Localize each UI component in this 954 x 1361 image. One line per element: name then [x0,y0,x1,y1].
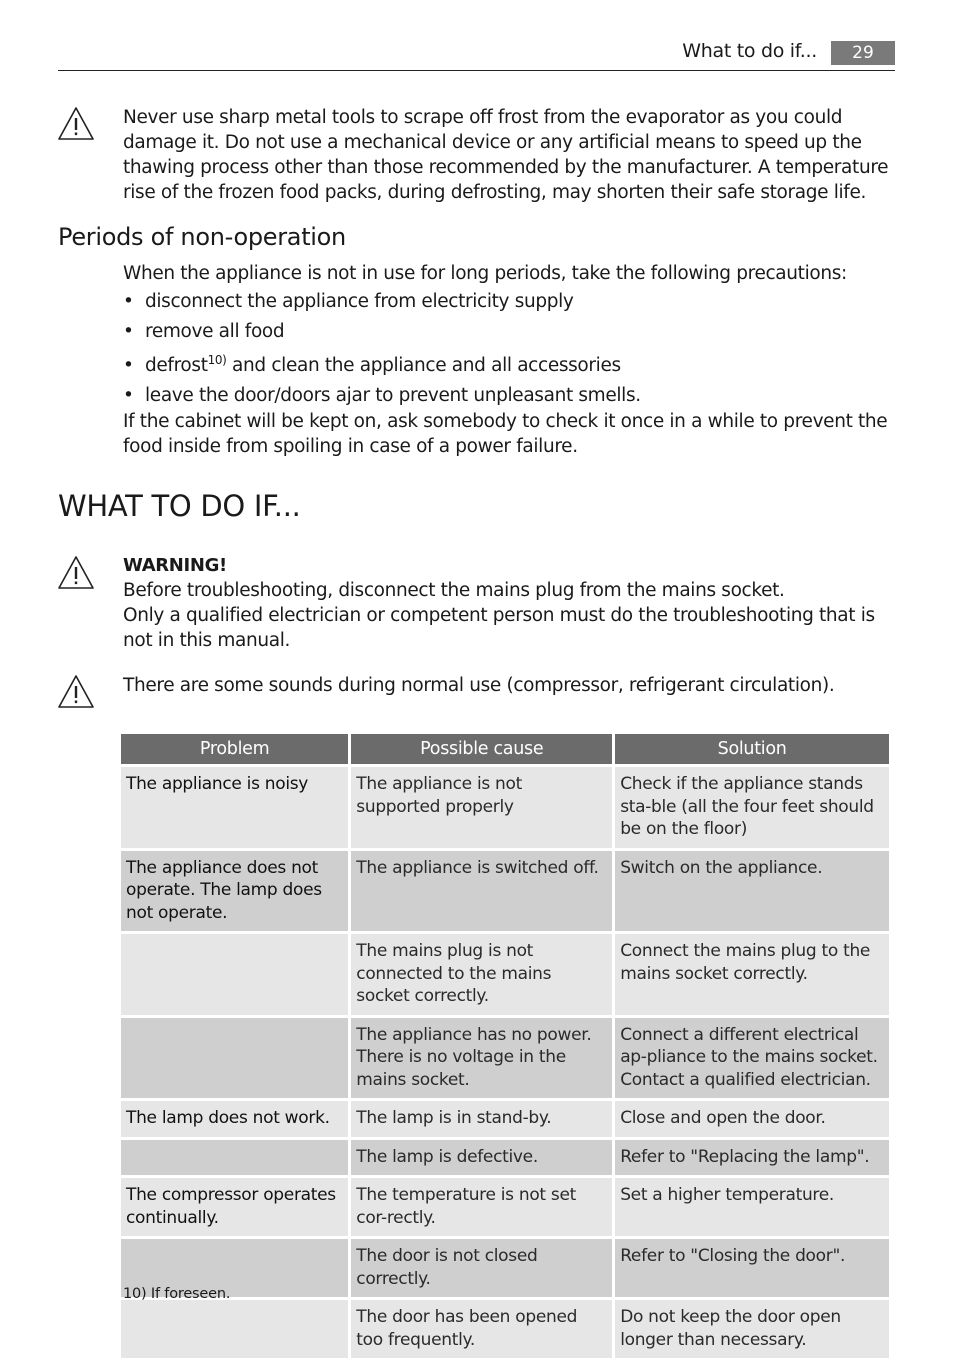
solution-cell: Do not keep the door open longer than necessary. [615,1300,889,1358]
bullet-icon: • [123,355,134,377]
warning-title: WARNING! [123,555,227,576]
table-row [121,767,889,848]
section-heading: WHAT TO DO IF... [58,489,301,523]
solution-cell: Connect the mains plug to the mains socket correctly. [615,934,889,1015]
table-row [121,1018,889,1099]
column-header: Problem [121,734,348,764]
cause-cell: The appliance is switched off. [351,851,612,932]
warning-triangle-icon [57,555,95,591]
list-item-text: defrost [145,355,208,377]
problem-cell: The appliance does not operate. The lamp does not operate. [121,851,348,932]
defrost-warning-text: Never use sharp metal tools to scrape off frost from the evaporator as you could damage it. Do not use a mechanical device or any artificial means to speed up the thawing process other than those recommended by the manufacturer. A temperature rise of the frozen food packs, during defrosting, may shorten their safe storage life. [123,107,889,203]
problem-cell: The compressor operates continually. [121,1178,348,1236]
table-row [121,1300,889,1358]
footnote: 10) If foreseen. [123,1286,231,1302]
cause-cell: The mains plug is not connected to the mains socket correctly. [351,934,612,1015]
problem-cell: The lamp does not work. [121,1101,348,1137]
bullet-icon: • [123,321,134,342]
solution-cell: Refer to "Replacing the lamp". [615,1140,889,1176]
cause-cell: The temperature is not set cor-rectly. [351,1178,612,1236]
bullet-icon: • [123,385,134,406]
cause-cell: The appliance is not supported properly [351,767,612,848]
table-row [121,1140,889,1176]
list-item [123,291,574,312]
header-section-title: What to do if... [682,40,817,62]
cause-cell: The door has been opened too frequently. [351,1300,612,1358]
cause-cell: The lamp is defective. [351,1140,612,1176]
problem-cell [121,934,348,1015]
table-row [121,851,889,932]
non-operation-intro: When the appliance is not in use for long periods, take the following precautions: [123,263,847,284]
footnote-reference: 10) [207,353,227,367]
warning-line: Before troubleshooting, disconnect the mains plug from the mains socket. [123,580,785,601]
list-item-text-rest: and clean the appliance and all accessories [226,355,621,377]
solution-cell: Set a higher temperature. [615,1178,889,1236]
bullet-icon: • [123,291,134,312]
table-row [121,1101,889,1137]
non-operation-heading: Periods of non-operation [58,223,346,251]
troubleshooting-table [118,731,892,1361]
table-row [121,1239,889,1297]
list-item-text: remove all food [145,321,285,342]
solution-cell: Check if the appliance stands sta-ble (all the four feet should be on the floor) [615,767,889,848]
column-header: Possible cause [351,734,612,764]
non-operation-outro: If the cabinet will be kept on, ask somebody to check it once in a while to prevent the food inside from spoiling in case of a power failure. [123,411,888,457]
problem-cell: The appliance is noisy [121,767,348,848]
warning-triangle-icon [57,106,95,142]
cause-cell: The door is not closed correctly. [351,1239,612,1297]
solution-cell: Connect a different electrical ap-pliance to the mains socket. Contact a qualified electrician. [615,1018,889,1099]
cause-cell: The lamp is in stand-by. [351,1101,612,1137]
problem-cell [121,1018,348,1099]
sounds-note: There are some sounds during normal use (compressor, refrigerant circulation). [123,675,835,696]
list-item [123,385,641,406]
list-item-text: disconnect the appliance from electricity supply [145,291,574,312]
cause-cell: The appliance has no power. There is no voltage in the mains socket. [351,1018,612,1099]
problem-cell [121,1140,348,1176]
table-header-row [121,734,889,764]
list-item [123,353,621,376]
solution-cell: Refer to "Closing the door". [615,1239,889,1297]
solution-cell: Switch on the appliance. [615,851,889,932]
list-item [123,321,284,342]
list-item-text: leave the door/doors ajar to prevent unpleasant smells. [145,385,641,406]
solution-cell: Close and open the door. [615,1101,889,1137]
page-number: 29 [831,41,895,65]
header-rule [58,70,895,71]
problem-cell [121,1300,348,1358]
table-row [121,1178,889,1236]
column-header: Solution [615,734,889,764]
warning-line: Only a qualified electrician or competent person must do the troubleshooting that is not in this manual. [123,605,875,651]
warning-triangle-icon [57,674,95,710]
table-row [121,934,889,1015]
warning-block [123,553,898,653]
